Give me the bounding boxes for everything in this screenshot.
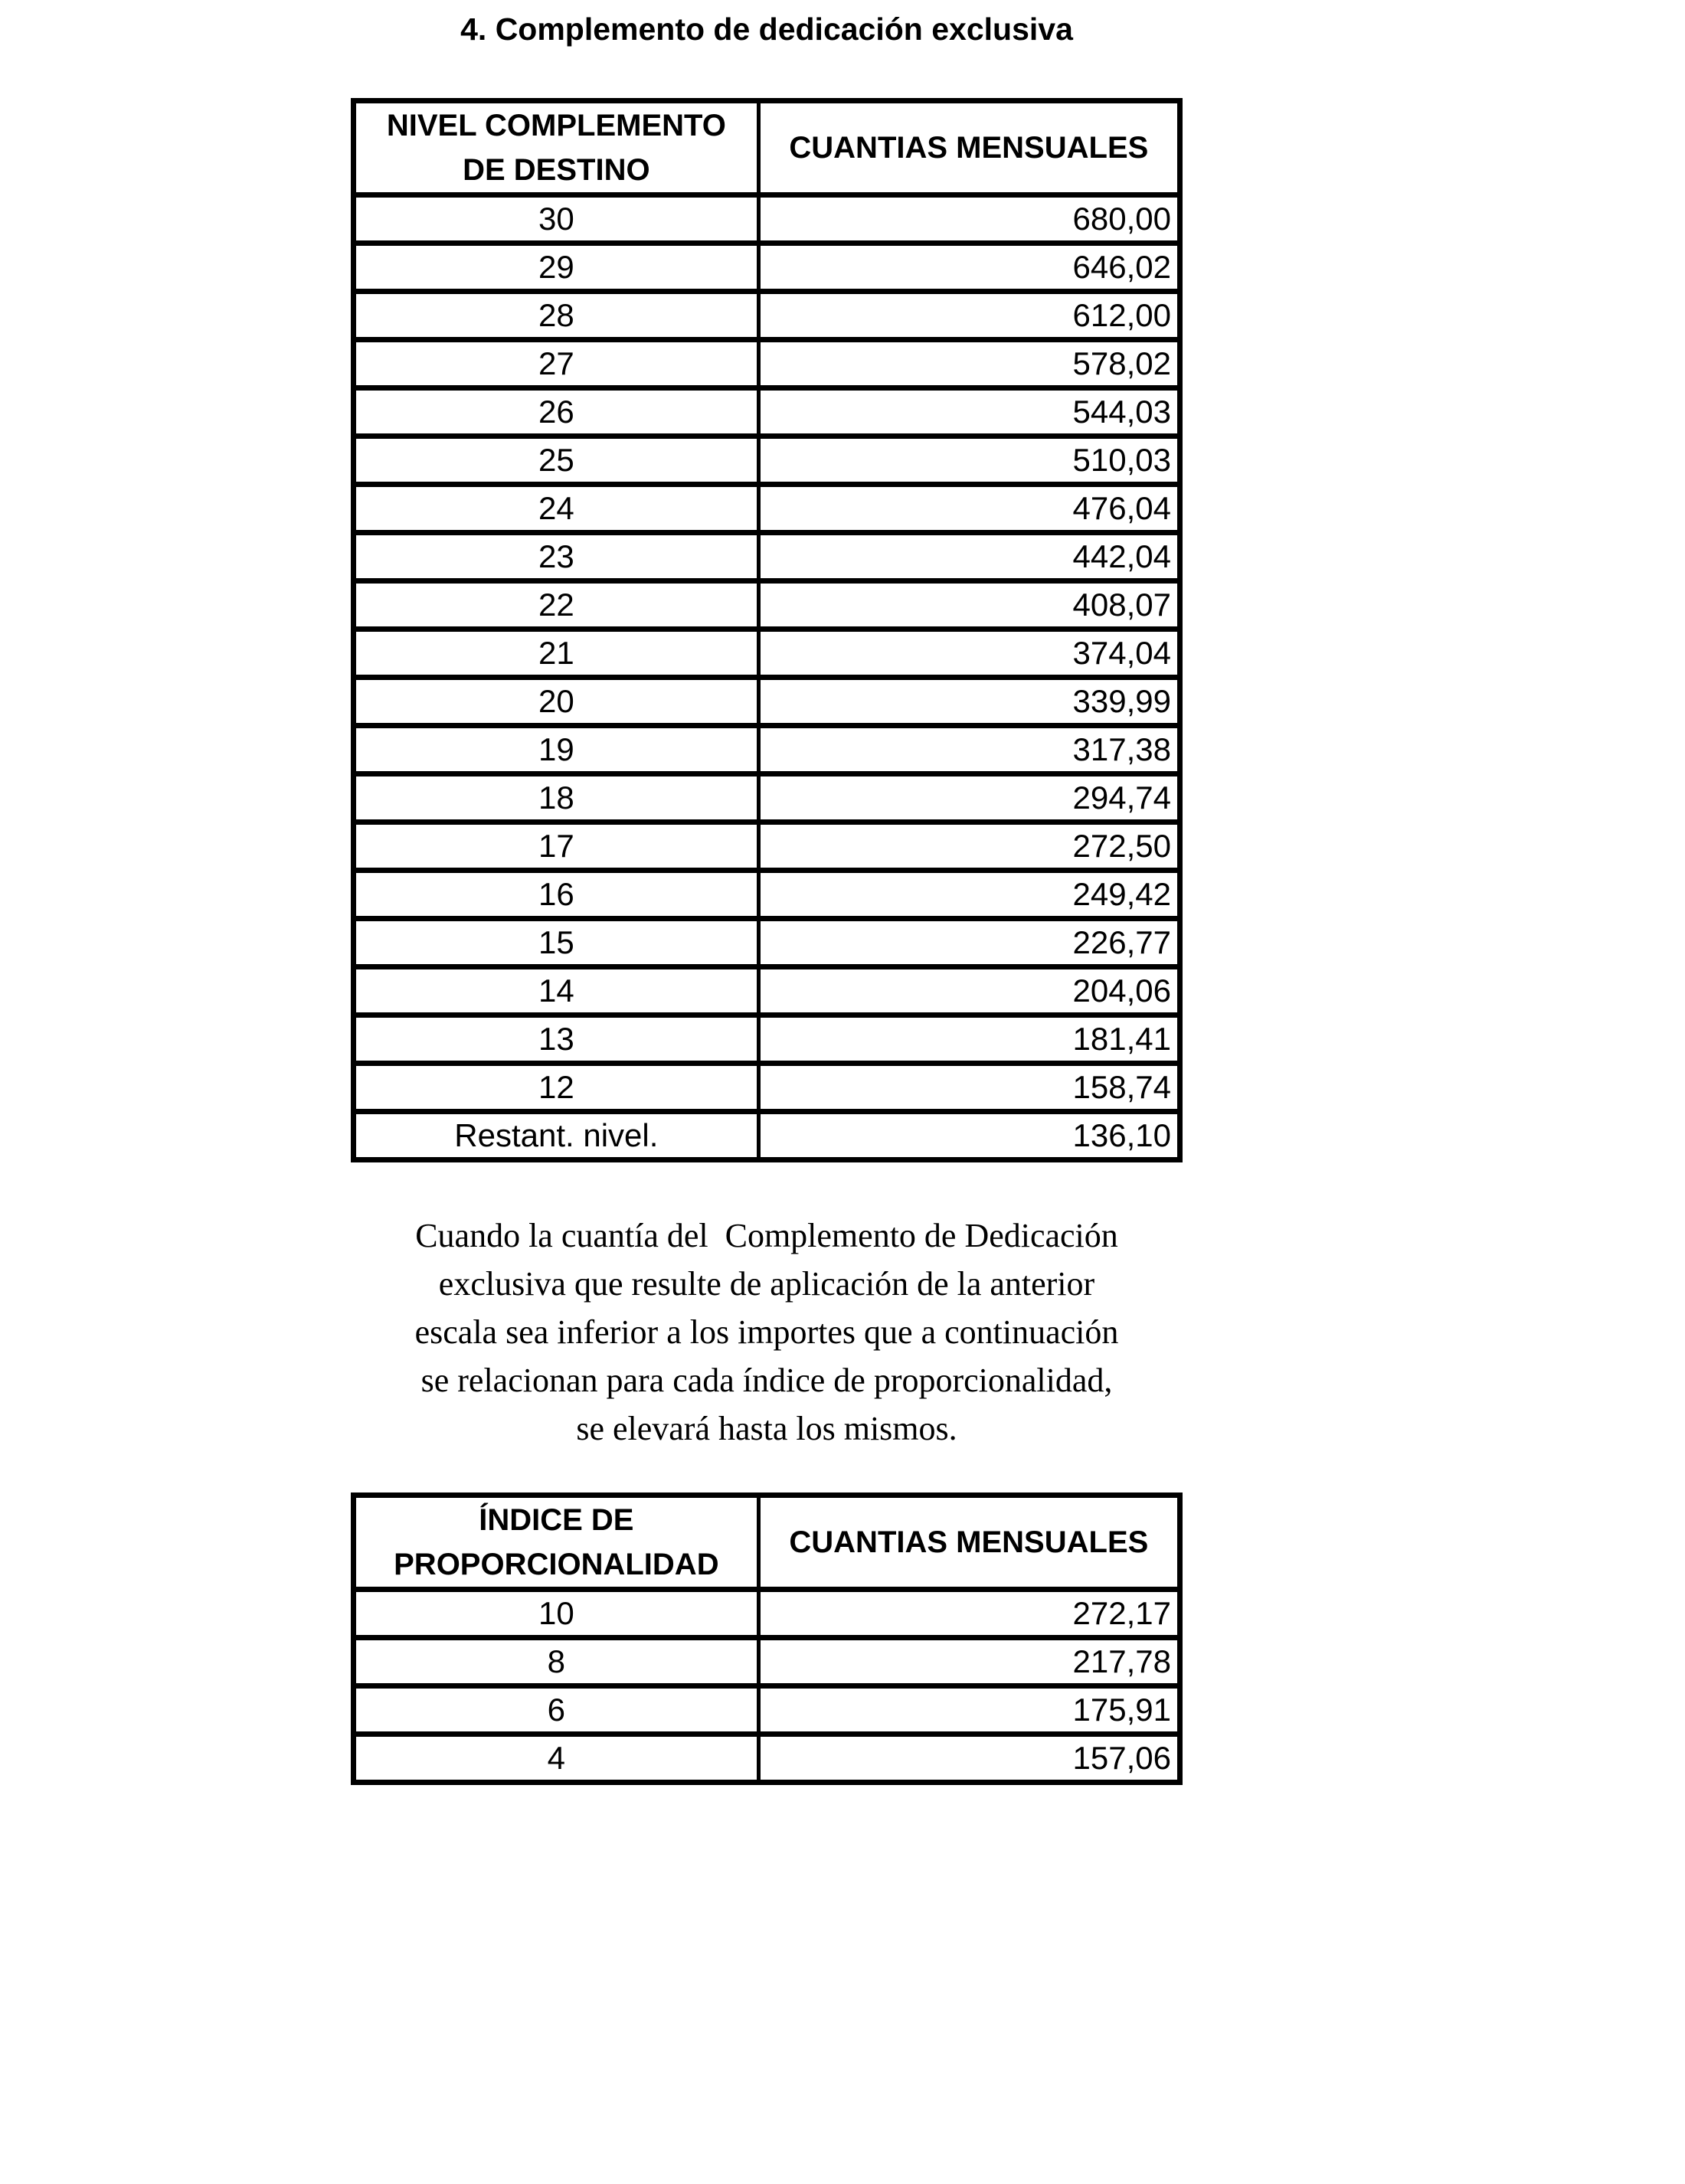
paragraph-line: exclusiva que resulte de aplicación de la anterior (438, 1265, 1095, 1303)
table-row (354, 1734, 1180, 1783)
level-cell: 12 (354, 1064, 759, 1112)
amount-cell: 157,06 (758, 1734, 1180, 1783)
table-row (354, 967, 1180, 1015)
table-row (354, 726, 1180, 774)
level-cell: 21 (354, 629, 759, 678)
table-row (354, 1590, 1180, 1638)
amount-cell: 612,00 (758, 292, 1180, 340)
destination-level-table (351, 98, 1183, 1162)
table-row (354, 533, 1180, 581)
level-cell: 26 (354, 388, 759, 436)
index-cell: 10 (354, 1590, 759, 1638)
amount-cell: 374,04 (758, 629, 1180, 678)
amount-cell: 680,00 (758, 195, 1180, 244)
table-row (354, 871, 1180, 919)
level-cell: 24 (354, 485, 759, 533)
index-cell: 4 (354, 1734, 759, 1783)
table-header-row (354, 1496, 1180, 1590)
paragraph-line: se relacionan para cada índice de proporcionalidad, (420, 1362, 1113, 1399)
table-row (354, 340, 1180, 388)
table-row (354, 678, 1180, 726)
amount-cell: 578,02 (758, 340, 1180, 388)
amount-cell: 294,74 (758, 774, 1180, 822)
amount-cell: 317,38 (758, 726, 1180, 774)
table-row (354, 436, 1180, 485)
table-header-row (354, 101, 1180, 195)
table-row (354, 919, 1180, 967)
table-row (354, 292, 1180, 340)
table-row (354, 629, 1180, 678)
note-paragraph (351, 1211, 1183, 1453)
paragraph-line: se elevará hasta los mismos. (576, 1410, 957, 1447)
table-row (354, 822, 1180, 871)
page-title: 4. Complemento de dedicación exclusiva (460, 11, 1073, 47)
page-content (351, 0, 1183, 1785)
level-cell: 20 (354, 678, 759, 726)
table-row (354, 195, 1180, 244)
amount-cell: 217,78 (758, 1638, 1180, 1686)
level-cell: 14 (354, 967, 759, 1015)
level-cell: 17 (354, 822, 759, 871)
paragraph-line: Cuando la cuantía del Complemento de Dedicación (415, 1217, 1118, 1254)
level-cell: 19 (354, 726, 759, 774)
amount-column-header: CUANTIAS MENSUALES (758, 1496, 1180, 1590)
amount-cell: 175,91 (758, 1686, 1180, 1734)
index-cell: 8 (354, 1638, 759, 1686)
table-row (354, 581, 1180, 629)
level-cell: 13 (354, 1015, 759, 1064)
index-column-header: ÍNDICE DE PROPORCIONALIDAD (354, 1496, 759, 1590)
table-row (354, 774, 1180, 822)
table-row (354, 1686, 1180, 1734)
amount-cell: 226,77 (758, 919, 1180, 967)
amount-cell: 442,04 (758, 533, 1180, 581)
amount-cell: 136,10 (758, 1112, 1180, 1160)
table-row (354, 1638, 1180, 1686)
level-cell: Restant. nivel. (354, 1112, 759, 1160)
amount-cell: 204,06 (758, 967, 1180, 1015)
table-row (354, 244, 1180, 292)
amount-cell: 272,17 (758, 1590, 1180, 1638)
amount-cell: 339,99 (758, 678, 1180, 726)
level-cell: 27 (354, 340, 759, 388)
level-cell: 29 (354, 244, 759, 292)
table-row (354, 1064, 1180, 1112)
amount-cell: 272,50 (758, 822, 1180, 871)
amount-cell: 249,42 (758, 871, 1180, 919)
level-cell: 18 (354, 774, 759, 822)
level-cell: 23 (354, 533, 759, 581)
table-row (354, 1112, 1180, 1160)
table-row (354, 1015, 1180, 1064)
amount-cell: 408,07 (758, 581, 1180, 629)
proportionality-index-table (351, 1493, 1183, 1785)
table-row (354, 388, 1180, 436)
level-cell: 15 (354, 919, 759, 967)
index-cell: 6 (354, 1686, 759, 1734)
amount-column-header: CUANTIAS MENSUALES (758, 101, 1180, 195)
level-column-header: NIVEL COMPLEMENTO DE DESTINO (354, 101, 759, 195)
table-row (354, 485, 1180, 533)
level-cell: 22 (354, 581, 759, 629)
amount-cell: 476,04 (758, 485, 1180, 533)
amount-cell: 181,41 (758, 1015, 1180, 1064)
paragraph-line: escala sea inferior a los importes que a continuación (414, 1313, 1119, 1351)
amount-cell: 646,02 (758, 244, 1180, 292)
level-cell: 30 (354, 195, 759, 244)
level-cell: 16 (354, 871, 759, 919)
amount-cell: 510,03 (758, 436, 1180, 485)
level-cell: 28 (354, 292, 759, 340)
level-cell: 25 (354, 436, 759, 485)
amount-cell: 158,74 (758, 1064, 1180, 1112)
amount-cell: 544,03 (758, 388, 1180, 436)
